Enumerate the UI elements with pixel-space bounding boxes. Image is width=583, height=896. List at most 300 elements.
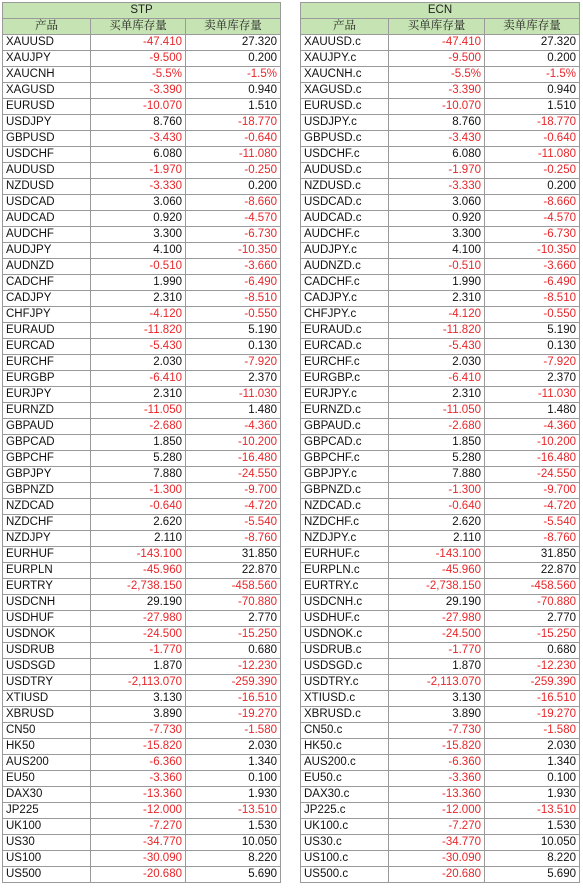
symbol-cell: CN50.c xyxy=(301,723,389,739)
buy-inventory-cell: -11.820 xyxy=(389,323,485,339)
table-row xyxy=(301,211,580,227)
sell-inventory-cell: -0.550 xyxy=(186,307,281,323)
sell-inventory-cell: -24.550 xyxy=(186,467,281,483)
sell-inventory-cell: -10.350 xyxy=(485,243,580,259)
sell-inventory-cell: -5.540 xyxy=(485,515,580,531)
sell-inventory-cell: -12.230 xyxy=(485,659,580,675)
symbol-cell: USDJPY xyxy=(3,115,91,131)
symbol-cell: US500.c xyxy=(301,867,389,883)
buy-inventory-cell: 5.280 xyxy=(389,451,485,467)
symbol-cell: XAUUSD.c xyxy=(301,35,389,51)
symbol-cell: EURCAD.c xyxy=(301,339,389,355)
symbol-cell: EURPLN xyxy=(3,563,91,579)
table-row xyxy=(3,867,281,883)
symbol-cell: UK100.c xyxy=(301,819,389,835)
symbol-cell: GBPCAD xyxy=(3,435,91,451)
table-row xyxy=(3,835,281,851)
table-row xyxy=(3,723,281,739)
table-row xyxy=(301,371,580,387)
symbol-cell: EURTRY xyxy=(3,579,91,595)
sell-inventory-cell: 0.940 xyxy=(186,83,281,99)
symbol-cell: AUDCAD.c xyxy=(301,211,389,227)
buy-inventory-cell: -7.730 xyxy=(389,723,485,739)
table-row xyxy=(3,355,281,371)
sell-inventory-cell: -15.250 xyxy=(485,627,580,643)
buy-inventory-cell: 3.300 xyxy=(91,227,186,243)
buy-inventory-cell: -10.070 xyxy=(389,99,485,115)
sell-inventory-cell: -19.270 xyxy=(485,707,580,723)
table-row xyxy=(301,755,580,771)
sell-inventory-cell: -11.030 xyxy=(186,387,281,403)
table-row xyxy=(3,163,281,179)
buy-inventory-cell: -2,738.150 xyxy=(389,579,485,595)
symbol-cell: EURGBP xyxy=(3,371,91,387)
symbol-cell: US30 xyxy=(3,835,91,851)
buy-inventory-cell: 7.880 xyxy=(389,467,485,483)
buy-inventory-cell: -2,738.150 xyxy=(91,579,186,595)
table-row xyxy=(3,323,281,339)
symbol-cell: CHFJPY.c xyxy=(301,307,389,323)
symbol-cell: EURAUD xyxy=(3,323,91,339)
table-row xyxy=(301,579,580,595)
symbol-cell: EURCHF.c xyxy=(301,355,389,371)
buy-inventory-cell: 29.190 xyxy=(389,595,485,611)
symbol-cell: EURHUF.c xyxy=(301,547,389,563)
table-row xyxy=(3,755,281,771)
table-row xyxy=(3,579,281,595)
table-row xyxy=(3,275,281,291)
stp-header-product: 产品 xyxy=(3,19,91,35)
symbol-cell: XAUCNH.c xyxy=(301,67,389,83)
table-row xyxy=(3,531,281,547)
symbol-cell: USDNOK.c xyxy=(301,627,389,643)
symbol-cell: EURTRY.c xyxy=(301,579,389,595)
symbol-cell: EURHUF xyxy=(3,547,91,563)
table-row xyxy=(3,851,281,867)
table-row xyxy=(3,435,281,451)
symbol-cell: HK50.c xyxy=(301,739,389,755)
buy-inventory-cell: -6.360 xyxy=(91,755,186,771)
sell-inventory-cell: -12.230 xyxy=(186,659,281,675)
table-row xyxy=(3,179,281,195)
sell-inventory-cell: 2.030 xyxy=(485,739,580,755)
buy-inventory-cell: -12.000 xyxy=(389,803,485,819)
buy-inventory-cell: 4.100 xyxy=(389,243,485,259)
table-row xyxy=(3,403,281,419)
sell-inventory-cell: 10.050 xyxy=(186,835,281,851)
sell-inventory-cell: -10.200 xyxy=(485,435,580,451)
sell-inventory-cell: -458.560 xyxy=(485,579,580,595)
symbol-cell: CADCHF xyxy=(3,275,91,291)
buy-inventory-cell: 3.890 xyxy=(91,707,186,723)
symbol-cell: EURNZD.c xyxy=(301,403,389,419)
symbol-cell: NZDCHF.c xyxy=(301,515,389,531)
symbol-cell: DAX30 xyxy=(3,787,91,803)
table-row xyxy=(301,483,580,499)
buy-inventory-cell: -7.730 xyxy=(91,723,186,739)
symbol-cell: EURCHF xyxy=(3,355,91,371)
table-row xyxy=(301,67,580,83)
table-row xyxy=(301,563,580,579)
sell-inventory-cell: 22.870 xyxy=(186,563,281,579)
table-row xyxy=(301,675,580,691)
table-row xyxy=(301,355,580,371)
symbol-cell: EU50.c xyxy=(301,771,389,787)
sell-inventory-cell: -4.360 xyxy=(485,419,580,435)
table-row xyxy=(301,163,580,179)
symbol-cell: USDCNH.c xyxy=(301,595,389,611)
buy-inventory-cell: -6.410 xyxy=(389,371,485,387)
table-row xyxy=(301,419,580,435)
symbol-cell: US100 xyxy=(3,851,91,867)
sell-inventory-cell: -11.080 xyxy=(485,147,580,163)
sell-inventory-cell: 5.690 xyxy=(485,867,580,883)
symbol-cell: GBPCHF.c xyxy=(301,451,389,467)
symbol-cell: GBPAUD xyxy=(3,419,91,435)
table-row xyxy=(301,451,580,467)
buy-inventory-cell: -1.300 xyxy=(389,483,485,499)
symbol-cell: NZDUSD xyxy=(3,179,91,195)
table-row xyxy=(301,83,580,99)
table-row xyxy=(301,499,580,515)
buy-inventory-cell: 3.300 xyxy=(389,227,485,243)
table-row xyxy=(301,803,580,819)
sell-inventory-cell: -18.770 xyxy=(186,115,281,131)
buy-inventory-cell: -7.270 xyxy=(91,819,186,835)
symbol-cell: XAUUSD xyxy=(3,35,91,51)
symbol-cell: USDNOK xyxy=(3,627,91,643)
sell-inventory-cell: -8.660 xyxy=(186,195,281,211)
sell-inventory-cell: -3.660 xyxy=(186,259,281,275)
table-row xyxy=(3,307,281,323)
buy-inventory-cell: -11.050 xyxy=(91,403,186,419)
buy-inventory-cell: 0.920 xyxy=(389,211,485,227)
sell-inventory-cell: 1.340 xyxy=(485,755,580,771)
table-row xyxy=(301,691,580,707)
buy-inventory-cell: 5.280 xyxy=(91,451,186,467)
symbol-cell: USDRUB.c xyxy=(301,643,389,659)
table-row xyxy=(3,99,281,115)
sell-inventory-cell: -24.550 xyxy=(485,467,580,483)
symbol-cell: EURNZD xyxy=(3,403,91,419)
sell-inventory-cell: -16.510 xyxy=(186,691,281,707)
buy-inventory-cell: -9.500 xyxy=(91,51,186,67)
sell-inventory-cell: 31.850 xyxy=(485,547,580,563)
symbol-cell: CADCHF.c xyxy=(301,275,389,291)
symbol-cell: USDCAD.c xyxy=(301,195,389,211)
sell-inventory-cell: -70.880 xyxy=(485,595,580,611)
sell-inventory-cell: -4.570 xyxy=(485,211,580,227)
sell-inventory-cell: 1.930 xyxy=(186,787,281,803)
symbol-cell: EURUSD xyxy=(3,99,91,115)
buy-inventory-cell: -3.360 xyxy=(91,771,186,787)
table-row xyxy=(3,691,281,707)
table-row xyxy=(3,387,281,403)
sell-inventory-cell: 1.530 xyxy=(485,819,580,835)
symbol-cell: AUDNZD.c xyxy=(301,259,389,275)
table-row xyxy=(3,563,281,579)
buy-inventory-cell: 1.990 xyxy=(389,275,485,291)
symbol-cell: NZDCAD.c xyxy=(301,499,389,515)
buy-inventory-cell: -4.120 xyxy=(91,307,186,323)
sell-inventory-cell: -4.570 xyxy=(186,211,281,227)
table-row xyxy=(301,179,580,195)
buy-inventory-cell: -24.500 xyxy=(389,627,485,643)
stp-inventory-table xyxy=(2,2,281,883)
table-row xyxy=(301,739,580,755)
table-row xyxy=(3,371,281,387)
symbol-cell: USDCHF xyxy=(3,147,91,163)
symbol-cell: EURUSD.c xyxy=(301,99,389,115)
sell-inventory-cell: 0.130 xyxy=(186,339,281,355)
buy-inventory-cell: -143.100 xyxy=(91,547,186,563)
sell-inventory-cell: 1.480 xyxy=(186,403,281,419)
sell-inventory-cell: -9.700 xyxy=(186,483,281,499)
table-row xyxy=(301,643,580,659)
sell-inventory-cell: 0.130 xyxy=(485,339,580,355)
table-row xyxy=(3,659,281,675)
symbol-cell: XAUJPY xyxy=(3,51,91,67)
sell-inventory-cell: 10.050 xyxy=(485,835,580,851)
symbol-cell: XAGUSD.c xyxy=(301,83,389,99)
symbol-cell: AUDCHF.c xyxy=(301,227,389,243)
buy-inventory-cell: 3.130 xyxy=(389,691,485,707)
buy-inventory-cell: 1.990 xyxy=(91,275,186,291)
table-row xyxy=(301,227,580,243)
buy-inventory-cell: 1.870 xyxy=(91,659,186,675)
sell-inventory-cell: -15.250 xyxy=(186,627,281,643)
table-row xyxy=(301,259,580,275)
buy-inventory-cell: -1.770 xyxy=(91,643,186,659)
buy-inventory-cell: 29.190 xyxy=(91,595,186,611)
table-row xyxy=(3,739,281,755)
buy-inventory-cell: -0.510 xyxy=(91,259,186,275)
table-row xyxy=(3,627,281,643)
sell-inventory-cell: 1.480 xyxy=(485,403,580,419)
buy-inventory-cell: -1.970 xyxy=(91,163,186,179)
buy-inventory-cell: 1.870 xyxy=(389,659,485,675)
symbol-cell: US100.c xyxy=(301,851,389,867)
table-row xyxy=(301,195,580,211)
symbol-cell: XTIUSD xyxy=(3,691,91,707)
buy-inventory-cell: -1.300 xyxy=(91,483,186,499)
sell-inventory-cell: -8.510 xyxy=(186,291,281,307)
buy-inventory-cell: -3.390 xyxy=(91,83,186,99)
buy-inventory-cell: -0.640 xyxy=(389,499,485,515)
buy-inventory-cell: -143.100 xyxy=(389,547,485,563)
table-row xyxy=(301,403,580,419)
sell-inventory-cell: -6.730 xyxy=(186,227,281,243)
sell-inventory-cell: -8.660 xyxy=(485,195,580,211)
buy-inventory-cell: 1.850 xyxy=(389,435,485,451)
sell-inventory-cell: -0.640 xyxy=(485,131,580,147)
table-row xyxy=(301,339,580,355)
symbol-cell: XBRUSD.c xyxy=(301,707,389,723)
buy-inventory-cell: -12.000 xyxy=(91,803,186,819)
table-row xyxy=(301,851,580,867)
symbol-cell: XAUJPY.c xyxy=(301,51,389,67)
symbol-cell: AUS200 xyxy=(3,755,91,771)
sell-inventory-cell: 2.770 xyxy=(485,611,580,627)
buy-inventory-cell: 2.620 xyxy=(389,515,485,531)
buy-inventory-cell: 3.060 xyxy=(91,195,186,211)
sell-inventory-cell: -8.510 xyxy=(485,291,580,307)
symbol-cell: EURJPY.c xyxy=(301,387,389,403)
sell-inventory-cell: -6.490 xyxy=(186,275,281,291)
sell-inventory-cell: 0.200 xyxy=(186,179,281,195)
sell-inventory-cell: -10.350 xyxy=(186,243,281,259)
symbol-cell: GBPCAD.c xyxy=(301,435,389,451)
buy-inventory-cell: 4.100 xyxy=(91,243,186,259)
buy-inventory-cell: -47.410 xyxy=(91,35,186,51)
symbol-cell: AUDJPY.c xyxy=(301,243,389,259)
sell-inventory-cell: 5.690 xyxy=(186,867,281,883)
sell-inventory-cell: -4.360 xyxy=(186,419,281,435)
sell-inventory-cell: -259.390 xyxy=(186,675,281,691)
sell-inventory-cell: -16.480 xyxy=(485,451,580,467)
sell-inventory-cell: -0.250 xyxy=(186,163,281,179)
table-row xyxy=(3,499,281,515)
sell-inventory-cell: -0.250 xyxy=(485,163,580,179)
table-row xyxy=(3,51,281,67)
buy-inventory-cell: -0.510 xyxy=(389,259,485,275)
table-row xyxy=(3,787,281,803)
sell-inventory-cell: 27.320 xyxy=(485,35,580,51)
table-row xyxy=(3,211,281,227)
buy-inventory-cell: 8.760 xyxy=(389,115,485,131)
buy-inventory-cell: 3.060 xyxy=(389,195,485,211)
table-row xyxy=(3,195,281,211)
sell-inventory-cell: -11.030 xyxy=(485,387,580,403)
table-row xyxy=(301,771,580,787)
symbol-cell: USDCNH xyxy=(3,595,91,611)
buy-inventory-cell: 7.880 xyxy=(91,467,186,483)
buy-inventory-cell: -9.500 xyxy=(389,51,485,67)
symbol-cell: EURJPY xyxy=(3,387,91,403)
ecn-header-sell-inventory: 卖单库存量 xyxy=(485,19,580,35)
stp-table-title: STP xyxy=(3,3,281,19)
stp-header-buy-inventory: 买单库存量 xyxy=(91,19,186,35)
sell-inventory-cell: 0.200 xyxy=(186,51,281,67)
table-row xyxy=(301,291,580,307)
table-row xyxy=(3,339,281,355)
sell-inventory-cell: 8.220 xyxy=(485,851,580,867)
symbol-cell: CADJPY xyxy=(3,291,91,307)
buy-inventory-cell: -5.430 xyxy=(389,339,485,355)
symbol-cell: AUS200.c xyxy=(301,755,389,771)
buy-inventory-cell: -15.820 xyxy=(91,739,186,755)
buy-inventory-cell: 2.110 xyxy=(389,531,485,547)
symbol-cell: EURPLN.c xyxy=(301,563,389,579)
buy-inventory-cell: 3.890 xyxy=(389,707,485,723)
buy-inventory-cell: -7.270 xyxy=(389,819,485,835)
stp-header-sell-inventory: 卖单库存量 xyxy=(186,19,281,35)
symbol-cell: GBPCHF xyxy=(3,451,91,467)
table-row xyxy=(301,819,580,835)
symbol-cell: GBPUSD xyxy=(3,131,91,147)
table-row xyxy=(3,115,281,131)
buy-inventory-cell: -0.640 xyxy=(91,499,186,515)
symbol-cell: AUDUSD.c xyxy=(301,163,389,179)
buy-inventory-cell: -1.970 xyxy=(389,163,485,179)
symbol-cell: USDHUF.c xyxy=(301,611,389,627)
buy-inventory-cell: -47.410 xyxy=(389,35,485,51)
table-row xyxy=(3,803,281,819)
table-row xyxy=(301,147,580,163)
symbol-cell: USDTRY xyxy=(3,675,91,691)
symbol-cell: USDSGD xyxy=(3,659,91,675)
sell-inventory-cell: 1.340 xyxy=(186,755,281,771)
sell-inventory-cell: -259.390 xyxy=(485,675,580,691)
buy-inventory-cell: -45.960 xyxy=(91,563,186,579)
sell-inventory-cell: -7.920 xyxy=(485,355,580,371)
symbol-cell: UK100 xyxy=(3,819,91,835)
table-row xyxy=(301,243,580,259)
table-row xyxy=(301,723,580,739)
symbol-cell: USDRUB xyxy=(3,643,91,659)
table-row xyxy=(301,435,580,451)
table-row xyxy=(3,515,281,531)
sell-inventory-cell: 1.530 xyxy=(186,819,281,835)
buy-inventory-cell: 2.110 xyxy=(91,531,186,547)
symbol-cell: GBPNZD xyxy=(3,483,91,499)
table-row xyxy=(3,419,281,435)
table-row xyxy=(301,35,580,51)
symbol-cell: USDHUF xyxy=(3,611,91,627)
buy-inventory-cell: 8.760 xyxy=(91,115,186,131)
buy-inventory-cell: 2.310 xyxy=(91,387,186,403)
symbol-cell: AUDJPY xyxy=(3,243,91,259)
table-row xyxy=(301,787,580,803)
sell-inventory-cell: 31.850 xyxy=(186,547,281,563)
symbol-cell: JP225 xyxy=(3,803,91,819)
sell-inventory-cell: -1.5% xyxy=(186,67,281,83)
ecn-header-buy-inventory: 买单库存量 xyxy=(389,19,485,35)
symbol-cell: US30.c xyxy=(301,835,389,851)
symbol-cell: AUDNZD xyxy=(3,259,91,275)
table-row xyxy=(301,627,580,643)
table-row xyxy=(3,595,281,611)
sell-inventory-cell: -4.720 xyxy=(485,499,580,515)
sell-inventory-cell: 1.510 xyxy=(485,99,580,115)
buy-inventory-cell: 2.310 xyxy=(91,291,186,307)
buy-inventory-cell: -3.390 xyxy=(389,83,485,99)
buy-inventory-cell: -1.770 xyxy=(389,643,485,659)
sell-inventory-cell: 0.680 xyxy=(485,643,580,659)
symbol-cell: AUDUSD xyxy=(3,163,91,179)
buy-inventory-cell: -3.430 xyxy=(91,131,186,147)
sell-inventory-cell: -0.640 xyxy=(186,131,281,147)
sell-inventory-cell: 22.870 xyxy=(485,563,580,579)
table-row xyxy=(3,771,281,787)
table-row xyxy=(301,131,580,147)
symbol-cell: DAX30.c xyxy=(301,787,389,803)
sell-inventory-cell: 2.770 xyxy=(186,611,281,627)
buy-inventory-cell: -6.410 xyxy=(91,371,186,387)
symbol-cell: EU50 xyxy=(3,771,91,787)
buy-inventory-cell: -15.820 xyxy=(389,739,485,755)
buy-inventory-cell: -6.360 xyxy=(389,755,485,771)
sell-inventory-cell: 0.200 xyxy=(485,51,580,67)
table-row xyxy=(3,707,281,723)
table-row xyxy=(301,467,580,483)
buy-inventory-cell: -30.090 xyxy=(389,851,485,867)
symbol-cell: CHFJPY xyxy=(3,307,91,323)
sell-inventory-cell: 27.320 xyxy=(186,35,281,51)
table-row xyxy=(301,547,580,563)
sell-inventory-cell: 8.220 xyxy=(186,851,281,867)
buy-inventory-cell: -30.090 xyxy=(91,851,186,867)
